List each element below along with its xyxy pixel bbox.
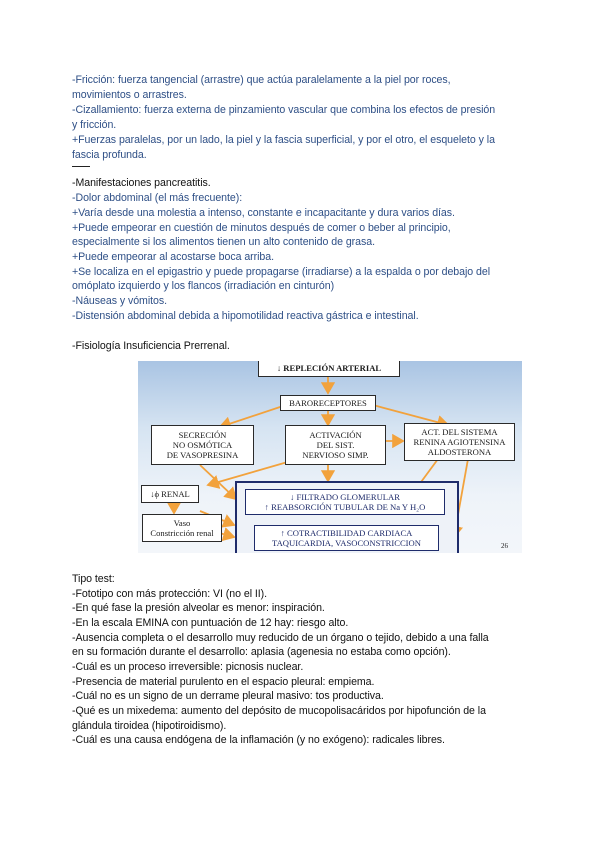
text-line: +Varía desde una molestia a intenso, constante e incapacitante y dura varios días. — [72, 207, 455, 219]
text-line: -Cuál es una causa endógena de la inflamación (y no exógeno): radicales libres. — [72, 734, 445, 746]
vasopressin-box — [151, 425, 254, 465]
box-label: TAQUICARDIA, VASOCONSTRICCION — [272, 538, 421, 548]
text-line: omóplato izquierdo y los flancos (irradiación en cinturón) — [72, 280, 335, 292]
box-label: BARORECEPTORES — [289, 398, 367, 408]
box-label: DEL SIST. — [316, 440, 355, 450]
box-label: SECRECIÓN — [178, 430, 227, 440]
text-line: -Cuál es un proceso irreversible: picnosis nuclear. — [72, 661, 304, 673]
box-label: ACTIVACIÓN — [309, 430, 362, 440]
slide-page-number: 26 — [501, 542, 508, 550]
section-title: -Manifestaciones pancreatitis. — [72, 177, 211, 189]
text-line: en su formación durante el desarrollo: aplasia (agenesia no estaba como opción). — [72, 646, 451, 658]
box-label: ↓ϕ RENAL — [150, 489, 190, 499]
box-label: NO OSMÓTICA — [172, 440, 233, 450]
text-line: -Qué es un mixedema: aumento del depósito de mucopolisacáridos por hipofunción de la — [72, 705, 486, 717]
text-line: -Presencia de material purulento en el espacio pleural: empiema. — [72, 676, 375, 688]
box-label: DE VASOPRESINA — [166, 450, 239, 460]
section-separator — [72, 166, 90, 167]
box-label: ALDOSTERONA — [427, 447, 492, 457]
text-line: -Cizallamiento: fuerza externa de pinzamiento vascular que combina los efectos de presión — [72, 104, 496, 116]
section-title: Tipo test: — [72, 573, 115, 585]
box-label: ↓ FILTRADO GLOMERULAR — [290, 492, 400, 502]
box-label: RENINA AGIOTENSINA — [413, 437, 506, 447]
section-title: -Fisiología Insuficiencia Prerrenal. — [72, 340, 230, 352]
prerenal-physiology-diagram — [138, 361, 522, 553]
baroreceptors-box — [280, 395, 376, 411]
text-line: +Puede empeorar en cuestión de minutos después de comer o beber al principio, — [72, 222, 451, 234]
box-label: NERVIOSO SIMP. — [302, 450, 369, 460]
box-label: ↓ REPLECIÓN ARTERIAL — [276, 362, 382, 373]
glomerular-filtration-box — [245, 489, 445, 515]
box-label: Constricción renal — [150, 528, 214, 538]
box-label: ACT. DEL SISTEMA — [421, 427, 498, 437]
text-line: -Ausencia completa o el desarrollo muy reducido de un órgano o tejido, debido a una falla — [72, 632, 489, 644]
arrow — [373, 405, 448, 425]
text-line: fascia profunda. — [72, 149, 147, 161]
text-line: -Fricción: fuerza tangencial (arrastre) que actúa paralelamente a la piel por roces, — [72, 74, 451, 86]
text-line: -Dolor abdominal (el más frecuente): — [72, 192, 243, 204]
renal-flow-box — [141, 485, 199, 503]
arterial-repletion-box — [258, 361, 400, 377]
text-line: -Cuál no es un signo de un derrame pleural masivo: tos productiva. — [72, 690, 384, 702]
box-label: ↑ COTRACTIBILIDAD CARDIACA — [280, 528, 413, 538]
sympathetic-box — [285, 425, 386, 465]
box-label: Vaso — [173, 518, 191, 528]
arrow — [200, 465, 236, 499]
text-line: movimientos o arrastres. — [72, 89, 187, 101]
box-label: ↑ REABSORCIÓN TUBULAR DE Na Y H₂O — [264, 502, 426, 512]
text-line: -Náuseas y vómitos. — [72, 295, 168, 307]
text-line: -En qué fase la presión alveolar es menor: inspiración. — [72, 602, 325, 614]
text-line: y fricción. — [72, 119, 117, 131]
cardiac-contractility-box — [254, 525, 439, 551]
text-line: -Distensión abdominal debida a hipomotilidad reactiva gástrica e intestinal. — [72, 310, 419, 322]
arrow — [220, 405, 286, 427]
text-line: especialmente si los alimentos tienen un alto contenido de grasa. — [72, 236, 375, 248]
text-line: +Puede empeorar al acostarse boca arriba. — [72, 251, 274, 263]
text-line: +Fuerzas paralelas, por un lado, la piel y la fascia superficial, y por el otro, el esqueleto y la — [72, 134, 495, 146]
text-line: +Se localiza en el epigastrio y puede propagarse (irradiarse) a la espalda o por debajo del — [72, 266, 490, 278]
text-line: -En la escala EMINA con puntuación de 12 hay: riesgo alto. — [72, 617, 349, 629]
text-line: -Fototipo con más protección: VI (no el II). — [72, 588, 268, 600]
text-line: glándula tiroidea (hipotiroidismo). — [72, 720, 227, 732]
renal-vasoconstriction-box — [142, 514, 222, 542]
raas-box — [404, 423, 515, 461]
